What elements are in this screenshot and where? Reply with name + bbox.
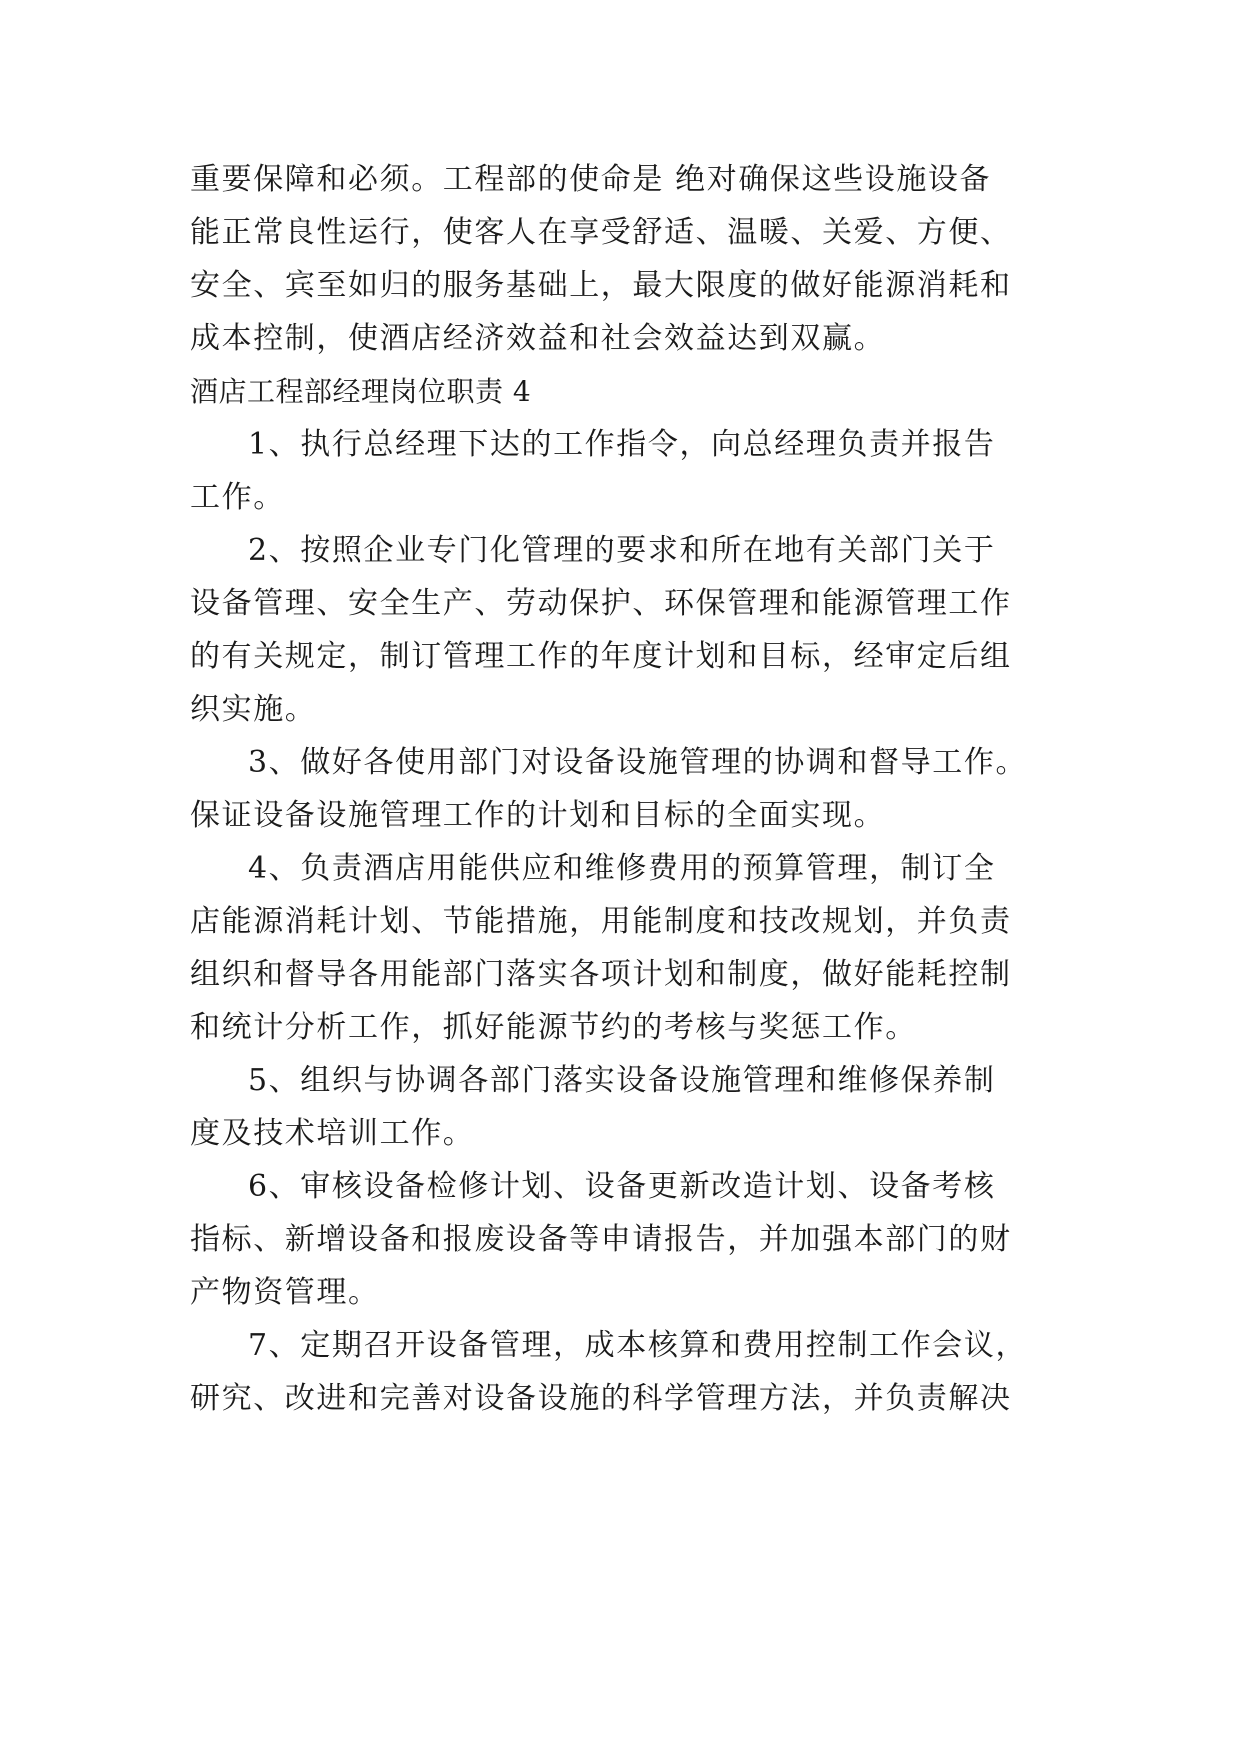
item-5-line: 度及技术培训工作。 [190,1116,475,1151]
item-7-line: 7、定期召开设备管理，成本核算和费用控制工作会议， [248,1328,1028,1363]
item-7-line: 研究、改进和完善对设备设施的科学管理方法，并负责解决 [190,1381,1012,1416]
item-1-line: 工作。 [190,480,285,515]
intro-line: 安全、宾至如归的服务基础上，最大限度的做好能源消耗和 [190,268,1012,303]
item-4-line: 组织和督导各用能部门落实各项计划和制度，做好能耗控制 [190,957,1012,992]
item-4-line: 和统计分析工作，抓好能源节约的考核与奖惩工作。 [190,1010,917,1045]
item-5-line: 5、组织与协调各部门落实设备设施管理和维修保养制 [248,1063,996,1098]
section-title: 酒店工程部经理岗位职责 4 [190,375,532,408]
item-6-line: 6、审核设备检修计划、设备更新改造计划、设备考核 [248,1169,996,1204]
item-1-line: 1、执行总经理下达的工作指令，向总经理负责并报告 [248,427,996,462]
item-2-line: 2、按照企业专门化管理的要求和所在地有关部门关于 [248,533,996,568]
item-6-line: 产物资管理。 [190,1275,380,1310]
item-6-line: 指标、新增设备和报废设备等申请报告，并加强本部门的财 [190,1222,1012,1257]
item-3-line: 3、做好各使用部门对设备设施管理的协调和督导工作。 [248,745,1028,780]
item-2-line: 的有关规定，制订管理工作的年度计划和目标，经审定后组 [190,639,1012,674]
item-3-line: 保证设备设施管理工作的计划和目标的全面实现。 [190,798,886,833]
item-2-line: 织实施。 [190,692,317,727]
intro-line: 重要保障和必须。工程部的使命是 绝对确保这些设施设备 [190,162,992,197]
intro-line: 成本控制，使酒店经济效益和社会效益达到双赢。 [190,321,886,356]
item-2-line: 设备管理、安全生产、劳动保护、环保管理和能源管理工作 [190,586,1012,621]
intro-line: 能正常良性运行，使客人在享受舒适、温暖、关爱、方便、 [190,215,1012,250]
item-4-line: 4、负责酒店用能供应和维修费用的预算管理，制订全 [248,851,996,886]
item-4-line: 店能源消耗计划、节能措施，用能制度和技改规划，并负责 [190,904,1012,939]
